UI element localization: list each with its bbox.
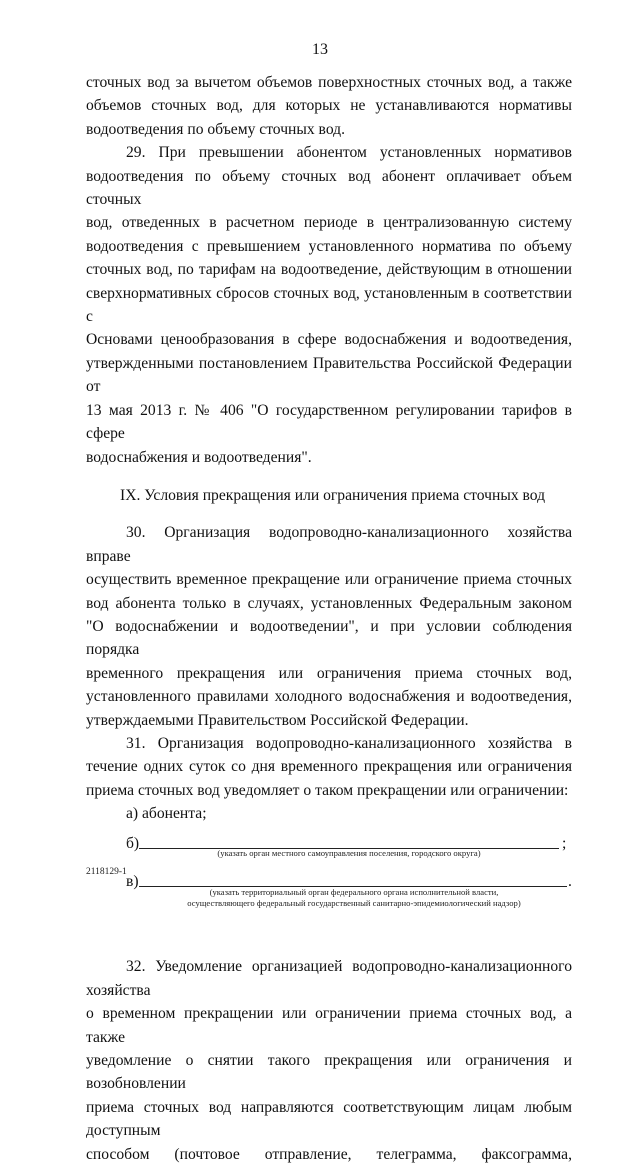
text-line: осуществить временное прекращение или ограничение приема сточных — [86, 571, 572, 589]
text-line: водоотведения по объему сточных вод. — [86, 120, 345, 138]
text-line: объемов сточных вод, для которых не устанавливаются нормативы — [86, 97, 572, 115]
text-line: уведомление о снятии такого прекращения или ограничения и возобновлении — [86, 1052, 572, 1093]
list-item-b-letter: б) — [126, 834, 140, 852]
text-line: о временном прекращении или ограничении приема сточных вод, а также — [86, 1005, 572, 1046]
text-line: 32. Уведомление организацией водопроводно-канализационного хозяйства — [86, 958, 572, 999]
text-line: водоотведения с превышением установленного норматива по объему — [86, 237, 572, 255]
section-heading: IX. Условия прекращения или ограничения приема сточных вод — [120, 486, 546, 504]
text-line: 29. При превышении абонентом установленных нормативов — [126, 144, 572, 162]
page-number: 13 — [312, 41, 328, 58]
text-line: 31. Организация водопроводно-канализационного хозяйства в — [126, 734, 572, 752]
hint-v-line-2: осуществляющего федеральный государственный санитарно-эпидемиологический надзор) — [187, 898, 521, 909]
text-line: Основами ценообразования в сфере водоснабжения и водоотведения, — [86, 331, 572, 349]
text-line: 30. Организация водопроводно-канализационного хозяйства вправе — [86, 524, 572, 565]
document-body — [86, 71, 572, 1166]
list-item-a: а) абонента; — [126, 805, 207, 823]
text-line: приема сточных вод направляются соответствующим лицам любым доступным — [86, 1098, 572, 1140]
text-line: временного прекращения или ограничения приема сточных вод, — [86, 664, 572, 682]
text-line: сверхнормативных сбросов сточных вод, установленным в соответствии с — [86, 284, 572, 326]
text-line: способом (почтовое отправление, телеграмма, факсограмма, — [86, 1145, 572, 1163]
text-line: "О водоснабжении и водоотведении", и при условии соблюдения порядка — [86, 617, 572, 659]
footer-document-code: 2118129-1 — [86, 867, 127, 877]
hint-v-line-1: (указать территориальный орган федерального органа исполнительной власти, — [209, 887, 499, 898]
text-line: сточных вод за вычетом объемов поверхностных сточных вод, а также — [86, 74, 572, 91]
text-line: установленного правилами холодного водоснабжения и водоотведения, — [86, 688, 572, 706]
paragraph-continuation — [86, 71, 572, 141]
list-item-b-end: ; — [562, 834, 567, 852]
text-line: 13 мая 2013 г. № 406 "О государственном регулировании тарифов в сфере — [86, 401, 572, 443]
text-line: утверждаемыми Правительством Российской Федерации. — [86, 711, 469, 729]
text-line: водоснабжения и водоотведения". — [86, 448, 312, 466]
text-line: сточных вод, по тарифам на водоотведение, действующим в отношении — [86, 261, 572, 279]
text-line: вод абонента только в случаях, установленных Федеральным законом — [86, 594, 572, 612]
text-line: вод, отведенных в расчетном периоде в централизованную систему — [86, 214, 572, 232]
text-line: водоотведения по объему сточных вод абонент оплачивает объем сточных — [86, 167, 572, 209]
paragraph-32 — [86, 955, 572, 1166]
paragraph-31 — [86, 732, 572, 802]
paragraph-29 — [86, 141, 572, 469]
text-line: приема сточных вод уведомляет о таком прекращении или ограничении: — [86, 781, 569, 799]
text-line: утвержденными постановлением Правительства Российской Федерации от — [86, 354, 572, 396]
hint-b: (указать орган местного самоуправления поселения, городского округа) — [217, 847, 481, 858]
list-item-v-letter: в) — [126, 872, 139, 890]
text-line: течение одних суток со дня временного прекращения или ограничения — [86, 758, 572, 776]
list-item-v-end: . — [568, 872, 572, 890]
paragraph-30 — [86, 521, 572, 732]
hint-v — [139, 887, 569, 909]
